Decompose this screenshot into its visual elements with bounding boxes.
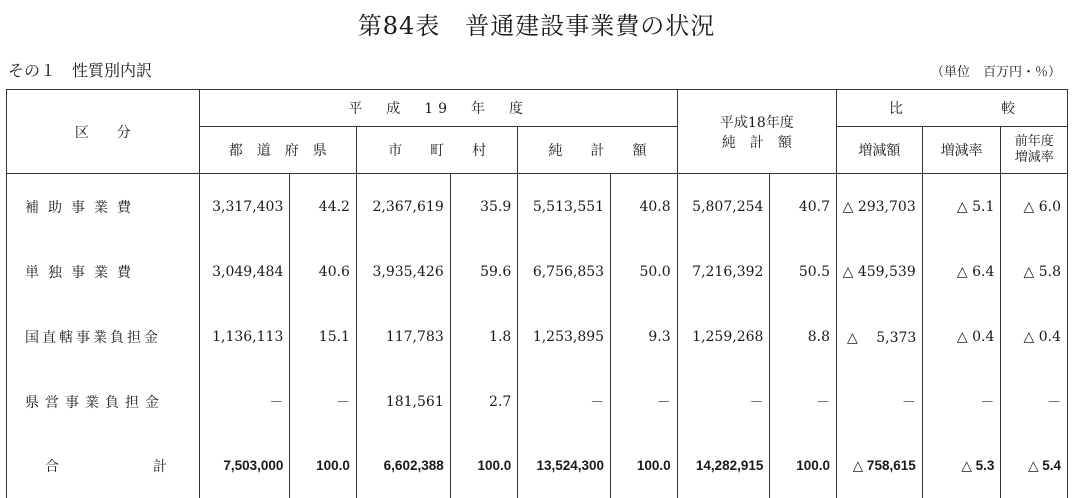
cell-prev-rate: △ 6.0 [1001,174,1068,241]
cell-pref: 3,049,484 [199,241,290,304]
row-label: 国直轄事業負担金 [7,304,200,370]
cell-net-pct: 9.3 [611,304,678,370]
header-change-amount: 増減額 [837,127,923,174]
cell-h18-pct: － [770,370,837,434]
header-kubun: 区 分 [7,90,200,174]
total-label: 合 計 [7,434,200,498]
total-h18: 14,282,915 [677,434,770,498]
cell-muni: 2,367,619 [356,174,450,241]
cell-muni: 181,561 [356,370,450,434]
cell-h18: 1,259,268 [677,304,770,370]
cell-net: 6,756,853 [518,241,611,304]
cell-pref-pct: 15.1 [290,304,357,370]
cell-pref: 3,317,403 [199,174,290,241]
cell-change: △ 459,539 [837,241,923,304]
cell-muni: 3,935,426 [356,241,450,304]
table-row [7,304,1068,370]
table-row [7,370,1068,434]
cell-net: 5,513,551 [518,174,611,241]
total-change-rate: △ 5.3 [922,434,1001,498]
cell-pref-pct: 40.6 [290,241,357,304]
cell-change-rate: △ 0.4 [922,304,1001,370]
cell-change: △ 5,373 [837,304,923,370]
cell-h18: 5,807,254 [677,174,770,241]
unit-label: （単位 百万円・％） [930,65,1061,80]
total-change: △ 758,615 [837,434,923,498]
total-net-pct: 100.0 [611,434,678,498]
cell-h18-pct: 8.8 [770,304,837,370]
total-row [7,434,1068,498]
row-label: 県営事業負担金 [7,370,200,434]
cell-change-rate: － [922,370,1001,434]
header-h18: 平成18年度 純 計 額 [677,90,836,174]
cell-prev-rate: △ 5.8 [1001,241,1068,304]
table-row [7,241,1068,304]
header-h19: 平 成 19 年 度 [199,90,677,127]
cell-muni: 117,783 [356,304,450,370]
cell-net-pct: 40.8 [611,174,678,241]
cell-change-rate: △ 5.1 [922,174,1001,241]
total-net: 13,524,300 [518,434,611,498]
row-label: 単独事業費 [7,241,200,304]
cell-net: 1,253,895 [518,304,611,370]
cell-muni-pct: 59.6 [450,241,518,304]
header-prefecture: 都 道 府 県 [199,127,356,174]
cell-change: △ 293,703 [837,174,923,241]
cell-pref-pct: － [290,370,357,434]
total-muni: 6,602,388 [356,434,450,498]
header-change-rate: 増減率 [922,127,1001,174]
cell-prev-rate: － [1001,370,1068,434]
cell-muni-pct: 1.8 [450,304,518,370]
cell-h18-pct: 40.7 [770,174,837,241]
header-prev-rate: 前年度 増減率 [1001,127,1068,174]
cell-net: － [518,370,611,434]
header-compare: 比 較 [837,90,1068,127]
table-row [7,174,1068,241]
page-title: 第84表 普通建設事業費の状況 [357,12,716,40]
total-pref: 7,503,000 [199,434,290,498]
cell-muni-pct: 35.9 [450,174,518,241]
row-label: 補助事業費 [7,174,200,241]
cell-pref: － [199,370,290,434]
cell-pref: 1,136,113 [199,304,290,370]
total-prev-rate: △ 5.4 [1001,434,1068,498]
cell-h18: 7,216,392 [677,241,770,304]
cell-change-rate: △ 6.4 [922,241,1001,304]
cell-h18-pct: 50.5 [770,241,837,304]
total-pref-pct: 100.0 [290,434,357,498]
cell-muni-pct: 2.7 [450,370,518,434]
total-muni-pct: 100.0 [450,434,518,498]
cell-h18: － [677,370,770,434]
cell-prev-rate: △ 0.4 [1001,304,1068,370]
cell-change: － [837,370,923,434]
cell-pref-pct: 44.2 [290,174,357,241]
cell-net-pct: － [611,370,678,434]
cell-net-pct: 50.0 [611,241,678,304]
construction-expense-table [6,89,1068,498]
header-net-total: 純 計 額 [518,127,677,174]
total-h18-pct: 100.0 [770,434,837,498]
header-municipal: 市 町 村 [356,127,517,174]
table-subtitle: その１ 性質別内訳 [8,61,153,80]
